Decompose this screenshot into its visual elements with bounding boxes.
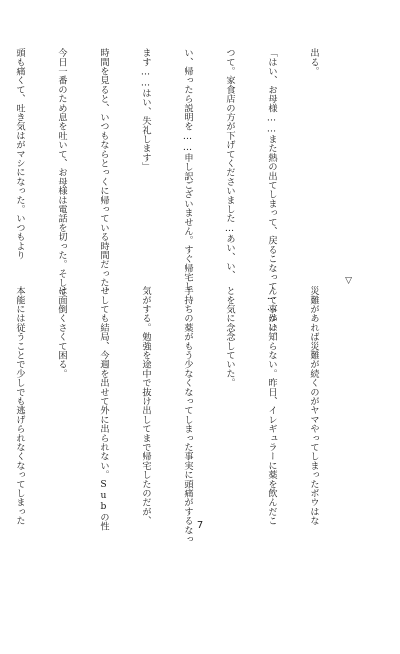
lower-text-block (0, 286, 348, 544)
text-line: 頭も痛くて、吐き気はがマシになった。いつもより (14, 48, 25, 260)
text-line: とを気に念念していた。 (224, 286, 235, 388)
section-break-marker: ▽ (345, 276, 352, 286)
text-line: 出る。 (308, 48, 319, 76)
text-line: い、帰ったら説明を……申し訳ございません。すぐ帰宅し (182, 48, 193, 291)
text-line: 手持ちの薬がもう少なくなってしまった事実に頭痛がするなっ (182, 286, 193, 544)
text-line: 災難があれば災難が続くのがヤマやってしまったボウはな (308, 286, 319, 526)
text-line: 気がする。勉強を途中で抜け出してまで帰宅したのだが、 (140, 286, 151, 526)
text-line: ます……はい、失礼します」 (140, 48, 151, 172)
text-line: 今日一番のため息を吐いて、お母様は電話を切った。そして (56, 48, 67, 297)
text-line: は面倒くさくて困る。 (56, 286, 67, 378)
text-line: んて事かは知らない。昨日、イレギュラーに薬を飲んだこ (266, 286, 277, 526)
text-line: 本能には従うことで少しでも逃げられなくなってしまった (14, 286, 25, 526)
page-number: 7 (196, 520, 204, 531)
text-line: 時間を見ると、いつもならとっくに帰っている時間だった。 (98, 48, 109, 297)
text-line: 「はい、お母様……また熱の出てしまって、戻るこなって……はい。 (266, 48, 277, 341)
text-line: つて。家食店の方が下げてくださいました…あい、い、 (224, 48, 235, 280)
text-line: せしても結局、今週を出せて外に出られない。Subの性 (98, 286, 109, 531)
